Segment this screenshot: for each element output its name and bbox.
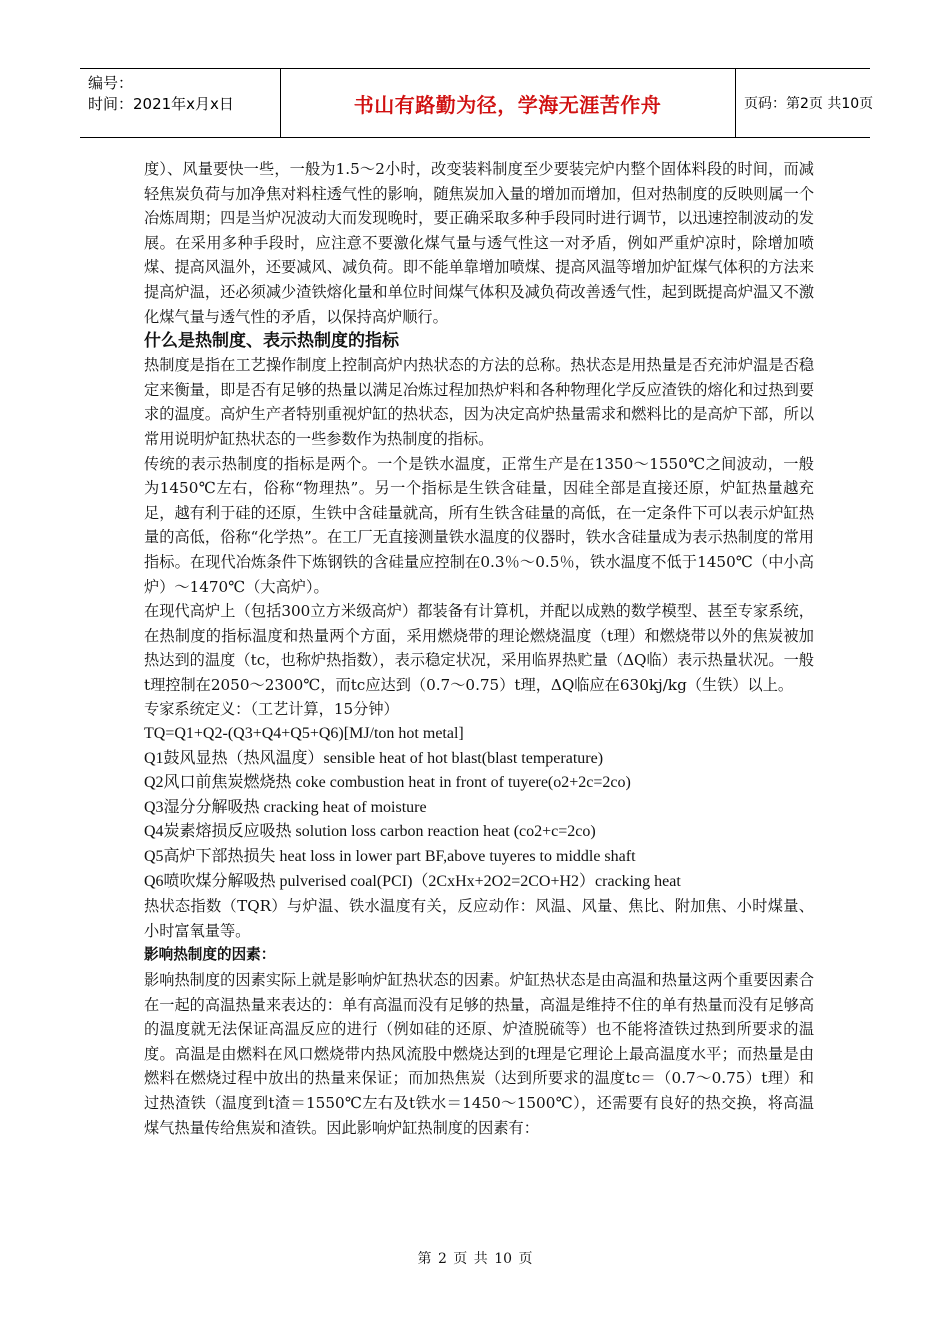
section-heading-thermal-regime: 什么是热制度、表示热制度的指标 bbox=[144, 331, 399, 352]
paragraph-tqr: 热状态指数（TQR）与炉温、铁水温度有关，反应动作：风温、风量、焦比、附加焦、小时煤量、小时富氧量等。 bbox=[144, 897, 814, 940]
list-item-q5: Q5高炉下部热损失 heat loss in lower part BF,above tuyeres to middle shaft bbox=[144, 848, 636, 866]
list-item-q2: Q2风口前焦炭燃烧热 coke combustion heat in front of tuyere(o2+2c=2co) bbox=[144, 774, 631, 792]
header-motto-cell bbox=[280, 69, 736, 137]
paragraph-expert-system: 专家系统定义：（工艺计算，15分钟） bbox=[144, 700, 399, 719]
header-motto: 书山有路勤为径，学海无涯苦作舟 bbox=[353, 92, 662, 117]
header-info-cell bbox=[80, 69, 281, 137]
paragraph-adjustment: 度）、风量要快一些，一般为1.5～2小时，改变装料制度至少要装完炉内整个固体料段的时间，而减轻焦炭负荷与加净焦对料柱透气性的影响，随焦炭加入量的增加而增加，但对热制度的反映则属一个冶炼周期；四是当炉况波动大而发现晚时，要正确采取多种手段同时进行调节，以迅速控制波动的发展。在采用多种手段时，应注意不要激化煤气量与透气性这一对矛盾，例如严重炉凉时，除增加喷煤、提高风温外，还要减风、减负荷。即不能单靠增加喷煤、提高风温等增加炉缸煤气体积的方法来提高炉温，还必须减少渣铁熔化量和单位时间煤气体积及减负荷改善透气性，起到既提高炉温又不激化煤气量与透气性的矛盾，以保持高炉顺行。 bbox=[144, 160, 814, 326]
list-item-q3: Q3湿分分解吸热 cracking heat of moisture bbox=[144, 798, 427, 816]
paragraph-factors: 影响热制度的因素实际上就是影响炉缸热状态的因素。炉缸热状态是由高温和热量这两个重要因素合在一起的高温热量来表达的：单有高温而没有足够的热量，高温是维持不住的单有热量而没有足够高的温度就无法保证高温反应的进行（例如硅的还原、炉渣脱硫等）也不能将渣铁过热到所要求的温度。高温是由燃料在风口燃烧带内热风流股中燃烧达到的t理是它理论上最高温度水平；而热量是由燃料在燃烧过程中放出的热量来保证；而加热焦炭（达到所要求的温度tc＝（0.7～0.75）t理）和过热渣铁（温度到t渣＝1550℃左右及t铁水＝1450～1500℃），还需要有良好的热交换，将高温煤气热量传给焦炭和渣铁。因此影响炉缸热制度的因素有： bbox=[144, 971, 814, 1137]
paragraph-modern-indicators: 在现代高炉上（包括300立方米级高炉）都装备有计算机，并配以成熟的数学模型、甚至专家系统，在热制度的指标温度和热量两个方面，采用燃烧带的理论燃烧温度（t理）和燃烧带以外的焦炭被加热达到的温度（tc，也称炉热指数），表示稳定状况，采用临界热贮量（ΔQ临）表示热量状况。一般t理控制在2050～2300℃，而tc应达到（0.7～0.75）t理，ΔQ临应在630kj/kg（生铁）以上。 bbox=[144, 602, 814, 694]
paragraph-traditional-indicators: 传统的表示热制度的指标是两个。一个是铁水温度，正常生产是在1350～1550℃之间波动，一般为1450℃左右，俗称“物理热”。另一个指标是生铁含硅量，因硅全部是直接还原，炉缸热量越充足，越有利于硅的还原，生铁中含硅量就高，所有生铁含硅量的高低，在一定条件下可以表示炉缸热量的高低，俗称“化学热”。在工厂无直接测量铁水温度的仪器时，铁水含硅量成为表示热制度的常用指标。在现代冶炼条件下炼钢铁的含硅量应控制在0.3％～0.5％，铁水温度不低于1450℃（中小高炉）～1470℃（大高炉）。 bbox=[144, 454, 814, 596]
header-page-cell bbox=[736, 69, 878, 137]
list-item-q4: Q4炭素熔损反应吸热 solution loss carbon reaction heat (co2+c=2co) bbox=[144, 823, 596, 841]
header-page-number: 页码：第2页 共10页 bbox=[744, 96, 874, 112]
list-item-q1: Q1鼓风显热（热风温度）sensible heat of hot blast(blast temperature) bbox=[144, 749, 604, 767]
document-number-label: 编号： bbox=[88, 74, 134, 92]
formula-tq: TQ=Q1+Q2-(Q3+Q4+Q5+Q6)[MJ/ton hot metal] bbox=[144, 725, 464, 743]
document-time-label: 时间：2021年x月x日 bbox=[88, 95, 234, 113]
list-item-q6: Q6喷吹煤分解吸热 pulverised coal(PCI)（2CxHx+2O2=2CO+H2）cracking heat bbox=[144, 872, 681, 890]
page-footer: 第 2 页 共 10 页 bbox=[417, 1251, 533, 1267]
paragraph-thermal-definition: 热制度是指在工艺操作制度上控制高炉内热状态的方法的总称。热状态是用热量是否充沛炉温是否稳定来衡量，即是否有足够的热量以满足冶炼过程加热炉料和各种物理化学反应渣铁的熔化和过热到要求的温度。高炉生产者特别重视炉缸的热状态，因为决定高炉热量需求和燃料比的是高炉下部，所以常用说明炉缸热状态的一些参数作为热制度的指标。 bbox=[144, 356, 814, 448]
page-header bbox=[80, 68, 874, 138]
section-heading-factors: 影响热制度的因素： bbox=[144, 946, 276, 964]
document-body bbox=[144, 157, 814, 1140]
